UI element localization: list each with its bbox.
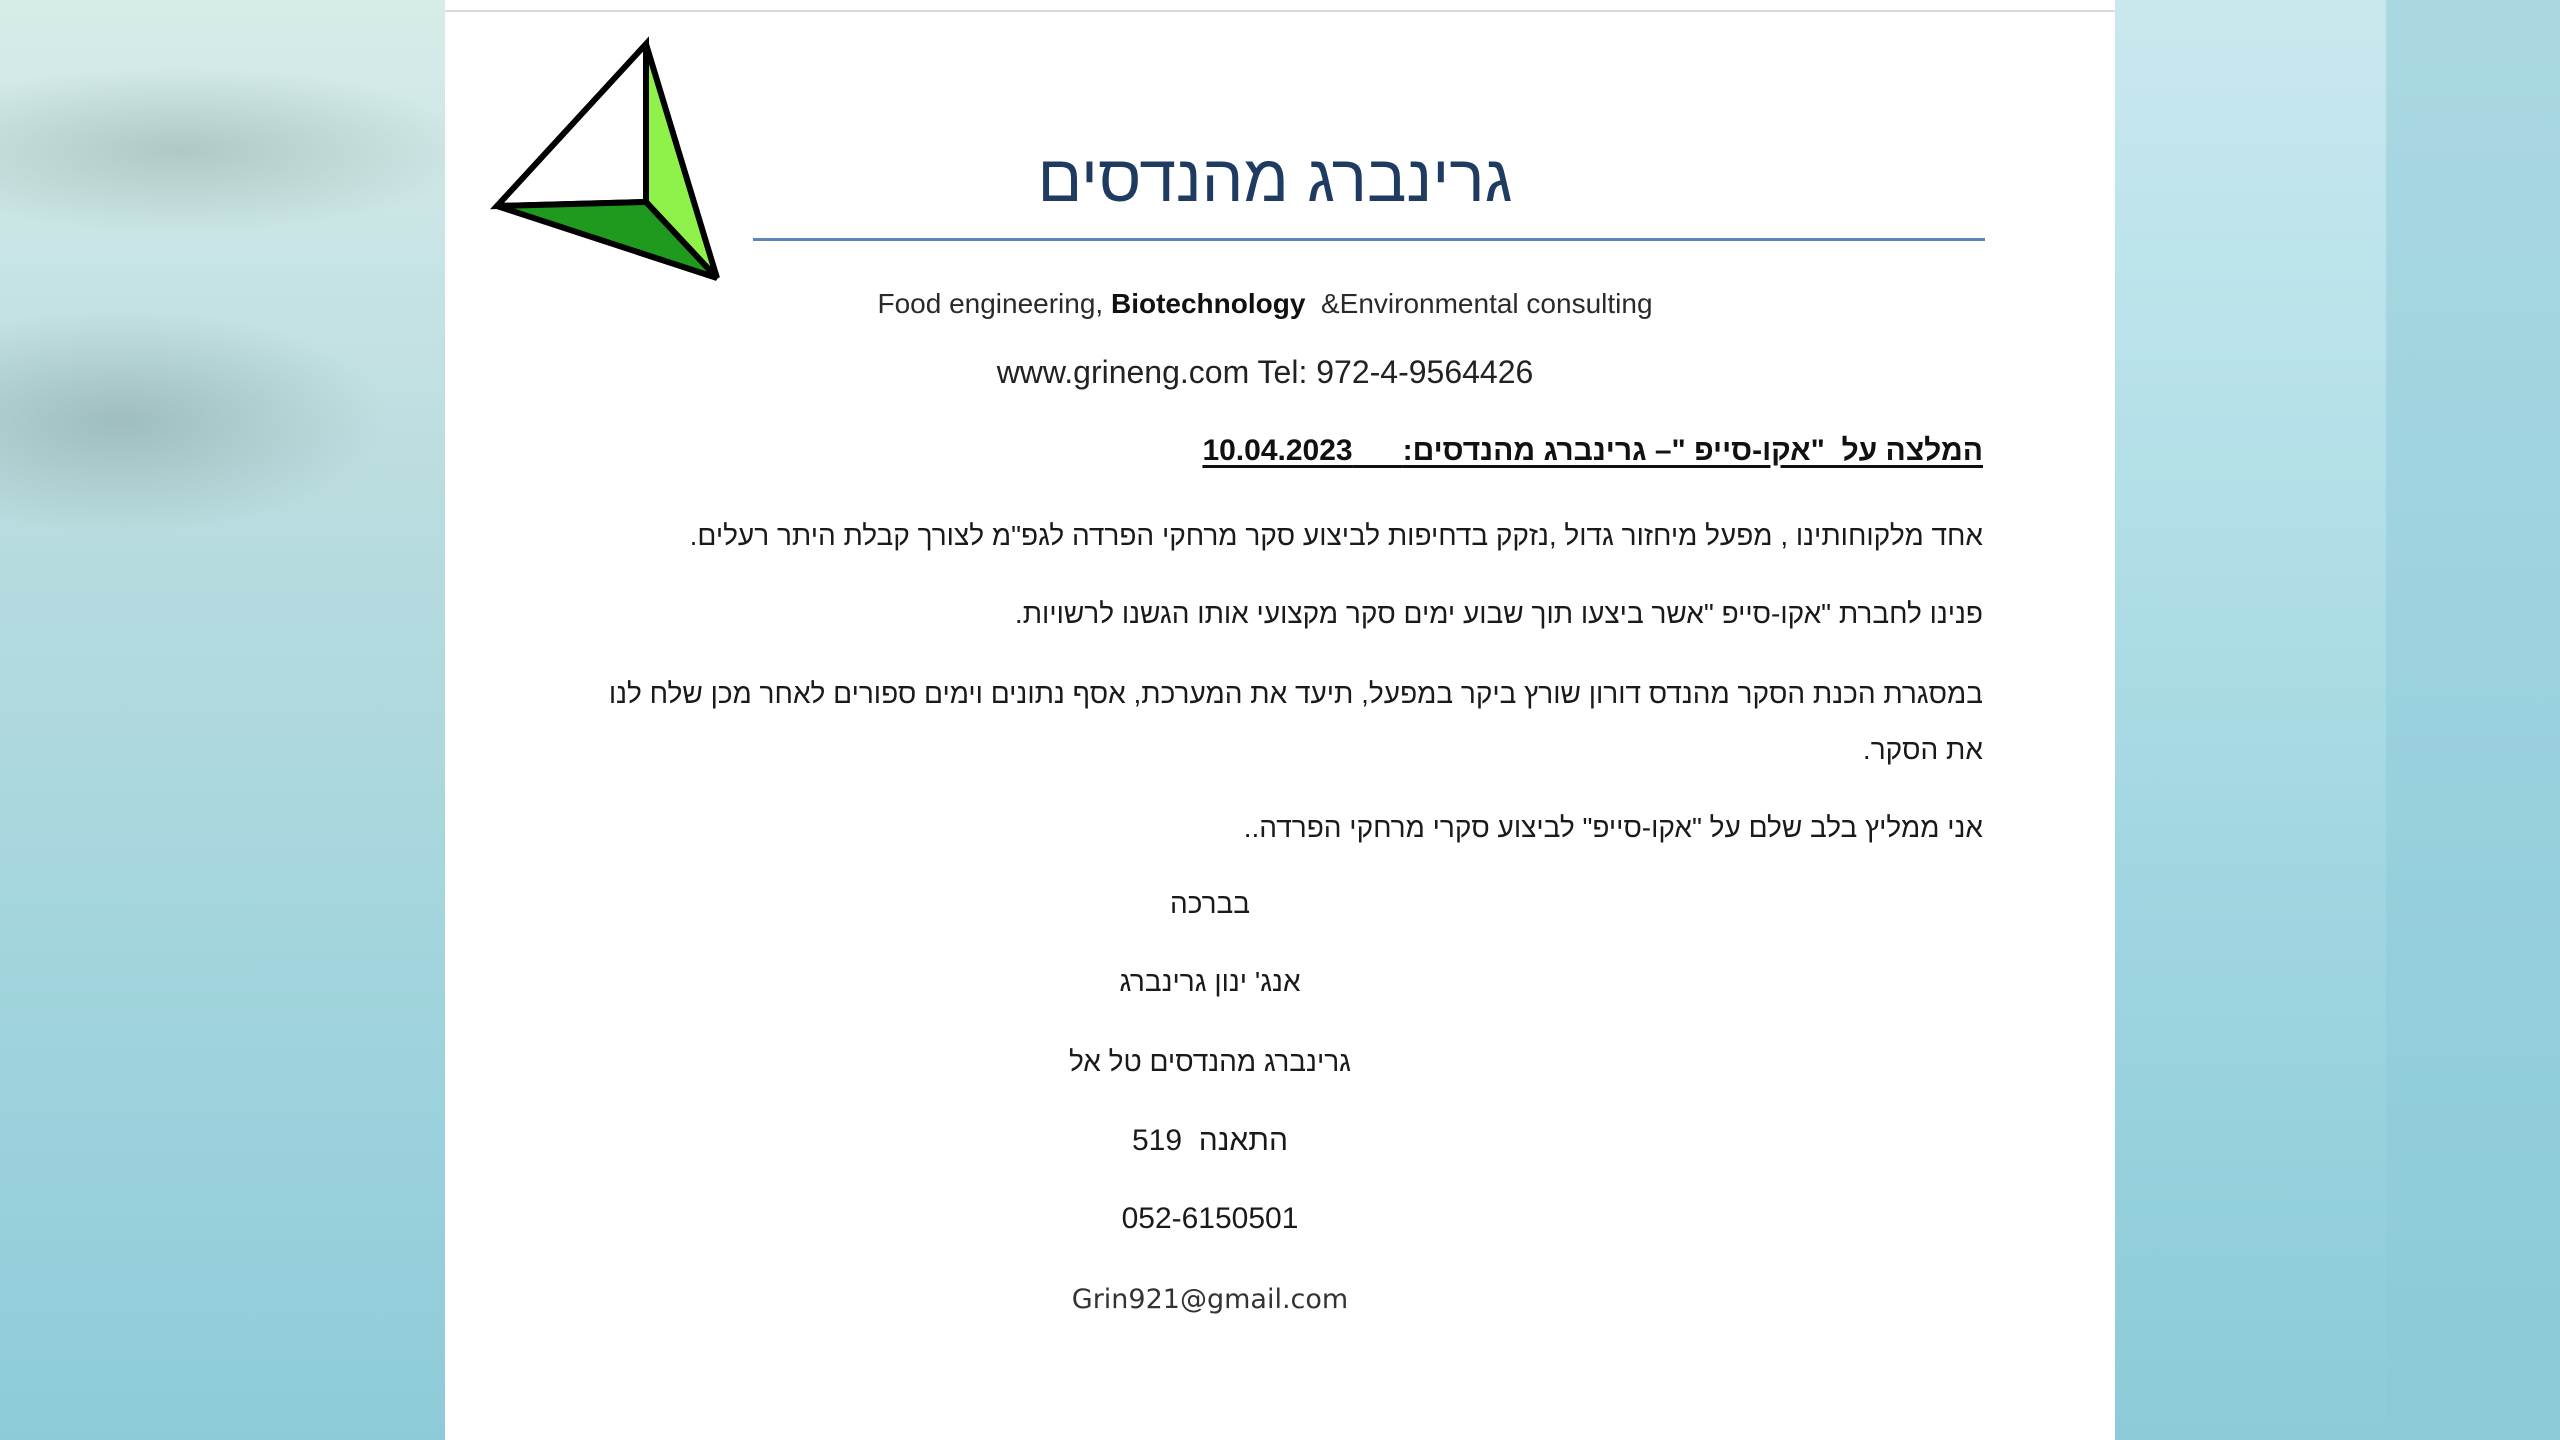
company-tagline <box>745 288 1785 320</box>
tagline-part-2: &Environmental consulting <box>1305 288 1653 319</box>
document-page <box>445 0 2115 1440</box>
paragraph-4: אני ממליץ בלב שלם על "אקו-סייפ" לביצוע סקרי מרחקי הפרדה.. <box>1243 812 1983 843</box>
paragraph-2: פנינו לחברת "אקו-סייפ "אשר ביצעו תוך שבוע ימים סקר מקצועי אותו הגשנו לרשויות. <box>1014 598 1983 629</box>
letter-date: 10.04.2023 <box>1202 434 1353 467</box>
tagline-part-1: Food engineering, <box>877 288 1111 319</box>
signer-phone: 052-6150501 <box>1121 1202 1299 1235</box>
background-left <box>0 0 445 1440</box>
background-right <box>2115 0 2560 1440</box>
page-top-border <box>445 10 2115 12</box>
signer-company: גרינברג מהנדסים טל אל <box>1068 1046 1352 1077</box>
subject-text: המלצה על "אקו-סייפ "– גרינברג מהנדסים: <box>1402 434 1983 467</box>
title-underline-rule <box>753 238 1985 241</box>
signer-email: Grin921@gmail.com <box>1071 1284 1349 1315</box>
letter-subject <box>845 434 1983 468</box>
tagline-bold: Biotechnology <box>1110 288 1306 319</box>
signer-address: התאנה 519 <box>1132 1124 1288 1157</box>
paragraph-3: במסגרת הכנת הסקר מהנדס דורון שורץ ביקר במפעל, תיעד את המערכת, אסף נתונים וימים ספורים לאחר מכן שלח לנו את הסקר. <box>608 678 1983 765</box>
signer-name: אנג' ינון גרינברג <box>1119 966 1301 997</box>
contact-line: www.grineng.com Tel: 972-4-9564426 <box>996 354 1534 390</box>
paragraph-1: אחד מלקוחותינו , מפעל מיחזור גדול ,נזקק בדחיפות לביצוע סקר מרחקי הפרדה לגפ"מ לצורך קבלת היתר רעלים. <box>689 520 1983 551</box>
subject-gap <box>1353 434 1403 467</box>
closing-greeting: בברכה <box>1169 888 1251 919</box>
company-title: גרינברג מהנדסים <box>1037 141 1513 215</box>
triangle-logo-icon <box>471 36 721 286</box>
